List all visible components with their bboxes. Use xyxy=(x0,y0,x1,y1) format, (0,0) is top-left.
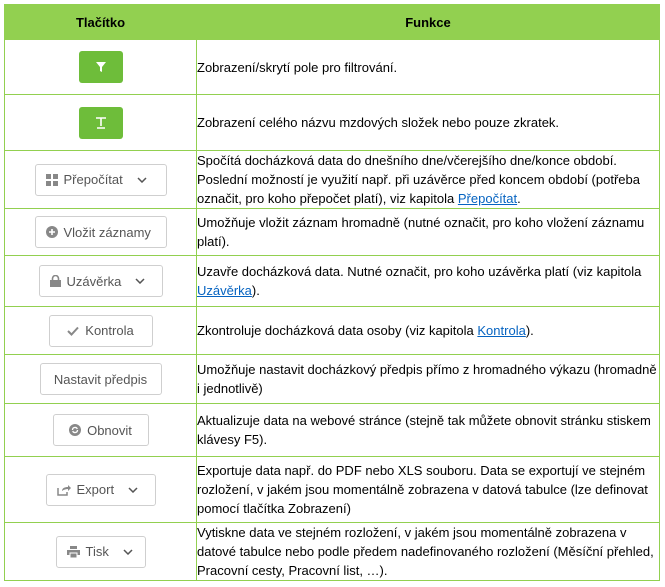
table-header xyxy=(5,5,660,40)
row-desc: Uzavře docházková data. Nutné označit, pro koho uzávěrka platí (viz kapitola Uzávěrka). xyxy=(197,256,660,307)
closing-button[interactable] xyxy=(39,265,163,297)
link-closing[interactable]: Uzávěrka xyxy=(197,283,252,298)
row-desc: Spočítá docházková data do dnešního dne/včerejšího dne/konce období. Poslední možností je využití např. při uzávěrce před koncem období (potřeba označit, pro koho přepočet platí), viz kapitola Přepočítat. xyxy=(197,151,660,209)
export-icon xyxy=(57,484,71,496)
chevron-down-icon xyxy=(128,487,138,493)
insert-records-label: Vložit záznamy xyxy=(63,224,151,240)
table-row xyxy=(5,95,660,151)
header-button: Tlačítko xyxy=(5,5,197,40)
print-label: Tisk xyxy=(85,544,109,559)
insert-records-button[interactable] xyxy=(35,216,167,248)
chevron-down-icon xyxy=(123,549,133,555)
row-desc: Zkontroluje docházková data osoby (viz kapitola Kontrola). xyxy=(197,307,660,355)
row-desc: Exportuje data např. do PDF nebo XLS souboru. Data se exportují ve stejném rozložení, v jakém jsou momentálně zobrazena v datová tabulce (lze definovat pomocí tlačítka Zobrazení) xyxy=(197,457,660,523)
export-label: Export xyxy=(76,482,115,497)
filter-icon xyxy=(95,61,107,73)
set-rule-label: Nastavit předpis xyxy=(53,371,148,387)
table-row xyxy=(5,457,660,523)
set-rule-button[interactable] xyxy=(40,363,162,395)
grid-icon xyxy=(46,174,58,186)
row-desc: Aktualizuje data na webové stránce (stejně tak můžete obnovit stránku stiskem klávesy F5). xyxy=(197,404,660,457)
table-row xyxy=(5,256,660,307)
plus-circle-icon xyxy=(46,226,58,238)
lock-icon xyxy=(50,275,61,287)
row-desc: Umožňuje nastavit docházkový předpis přímo z hromadného výkazu (hromadně i jednotlivě) xyxy=(197,355,660,404)
link-recalculate[interactable]: Přepočítat xyxy=(457,191,518,206)
row-desc: Zobrazení celého názvu mzdových složek nebo pouze zkratek. xyxy=(197,95,660,151)
refresh-button[interactable] xyxy=(53,414,149,446)
print-button[interactable] xyxy=(56,536,146,568)
function-table xyxy=(4,4,660,581)
export-button[interactable] xyxy=(46,474,156,506)
check-label: Kontrola xyxy=(85,323,134,338)
table-row xyxy=(5,209,660,256)
header-function: Funkce xyxy=(197,5,660,40)
print-icon xyxy=(67,546,80,558)
filter-button[interactable] xyxy=(79,51,123,83)
row-desc: Umožňuje vložit záznam hromadně (nutné označit, pro koho vložení záznamu platí). xyxy=(197,209,660,256)
recalculate-button[interactable] xyxy=(35,164,167,196)
closing-label: Uzávěrka xyxy=(66,273,122,289)
text-toggle-icon xyxy=(94,116,108,130)
table-row xyxy=(5,523,660,581)
refresh-label: Obnovit xyxy=(87,422,132,438)
row-desc: Vytiskne data ve stejném rozložení, v jakém jsou momentálně zobrazena v datové tabulce nebo podle předem nadefinovaného rozložení (Měsíční přehled, Pracovní cesty, Pracovní list, …). xyxy=(197,523,660,581)
chevron-down-icon xyxy=(135,278,145,284)
table-row xyxy=(5,151,660,209)
link-check[interactable]: Kontrola xyxy=(477,323,526,338)
table-row xyxy=(5,307,660,355)
toggle-names-button[interactable] xyxy=(79,107,123,139)
check-button[interactable] xyxy=(49,315,153,347)
recalculate-label: Přepočítat xyxy=(63,172,123,187)
check-icon xyxy=(67,326,79,336)
table-row xyxy=(5,40,660,95)
table-row xyxy=(5,404,660,457)
refresh-icon xyxy=(69,424,81,436)
row-desc: Zobrazení/skrytí pole pro filtrování. xyxy=(197,40,660,95)
chevron-down-icon xyxy=(137,177,147,183)
table-row xyxy=(5,355,660,404)
